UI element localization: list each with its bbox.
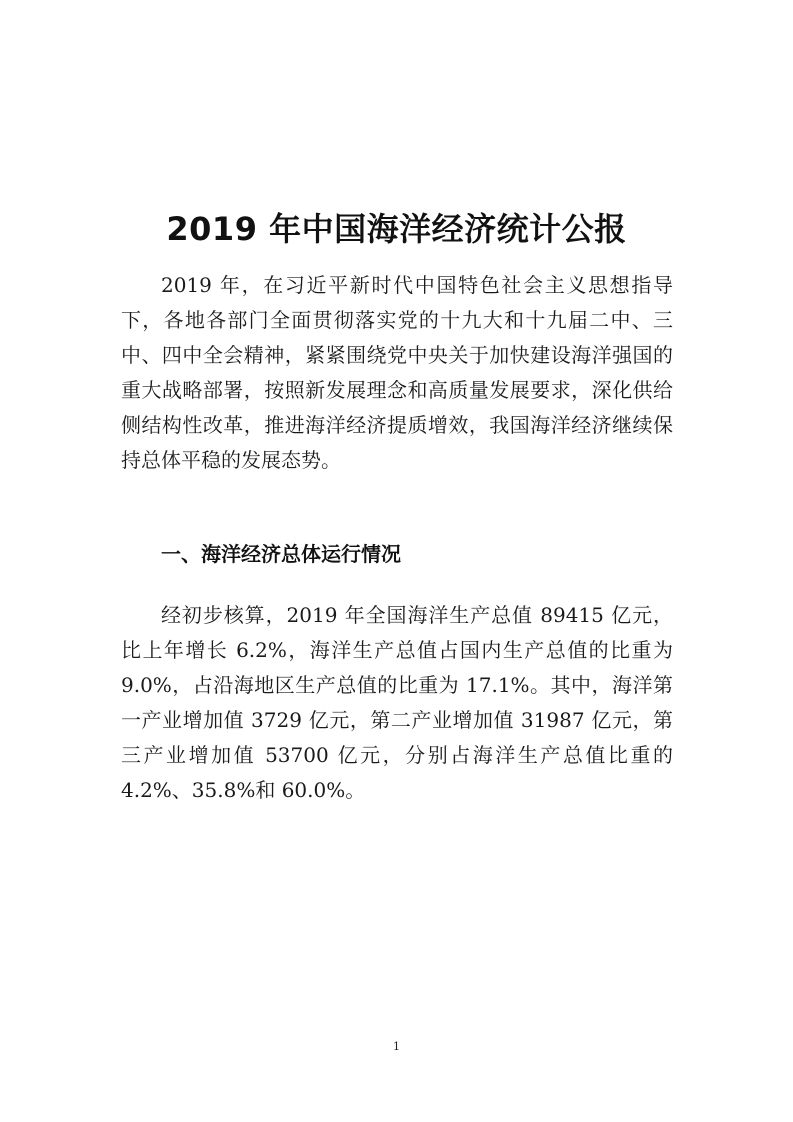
section-paragraph: 经初步核算，2019 年全国海洋生产总值 89415 亿元，比上年增长 6.2%，海洋生产总值占国内生产总值的比重为 9.0%，占沿海地区生产总值的比重为 17.1%。其中，海洋第一产业增加值 3729 亿元，第二产业增加值 31987 亿元，第三产业增加值 53700 亿元，分别占海洋生产总值比重的 4.2%、35.8%和 60.0%。 — [121, 603, 673, 802]
section-heading: 一、海洋经济总体运行情况 — [161, 542, 401, 566]
document-title: 2019 年中国海洋经济统计公报 — [166, 210, 627, 249]
intro-paragraph: 2019 年，在习近平新时代中国特色社会主义思想指导下，各地各部门全面贯彻落实党的十九大和十九届二中、三中、四中全会精神，紧紧围绕党中央关于加快建设海洋强国的重大战略部署，按照新发展理念和高质量发展要求，深化供给侧结构性改革，推进海洋经济提质增效，我国海洋经济继续保持总体平稳的发展态势。 — [121, 273, 673, 472]
page-number: 1 — [393, 1040, 400, 1053]
